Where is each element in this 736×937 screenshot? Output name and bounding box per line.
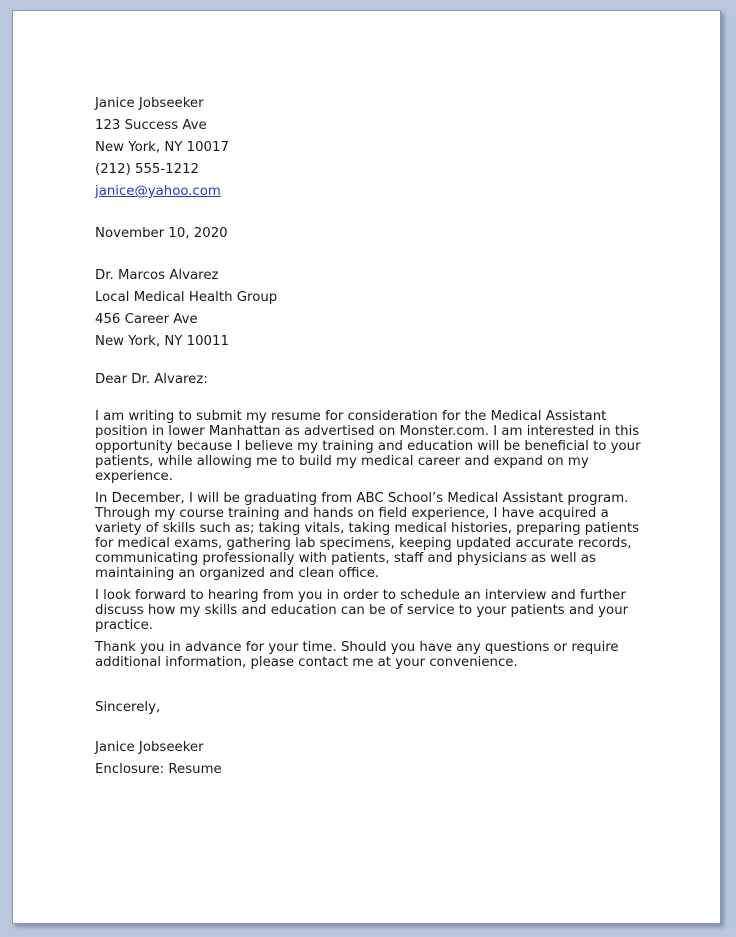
signature-name: Janice Jobseeker	[95, 740, 204, 755]
recipient-city: New York, NY 10011	[95, 334, 229, 349]
sender-phone: (212) 555-1212	[95, 162, 199, 177]
recipient-name: Dr. Marcos Alvarez	[95, 268, 219, 283]
recipient-organization: Local Medical Health Group	[95, 290, 278, 305]
sender-city: New York, NY 10017	[95, 140, 229, 155]
paragraph-intro: I am writing to submit my resume for consideration for the Medical Assistant position in lower Manhattan as advertised on Monster.com. I am interested in this opportunity because I believe my training and education will be beneficial to your patients, while allowing me to build my medical career and expand on my experience.	[95, 409, 641, 484]
letter-body	[95, 93, 655, 781]
paragraph-qualifications: In December, I will be graduating from ABC School’s Medical Assistant program. Through my course training and hands on field experience, I have acquired a variety of skills such as; taking vitals, taking medical histories, preparing patients for medical exams, gathering lab specimens, keeping updated accurate records, communicating professionally with patients, staff and physicians as well as maintaining an organized and clean office.	[95, 491, 640, 581]
sender-email-link[interactable]: janice@yahoo.com	[95, 184, 221, 199]
recipient-block	[95, 265, 655, 353]
closing: Sincerely,	[95, 700, 161, 715]
sender-name: Janice Jobseeker	[95, 96, 204, 111]
sender-street: 123 Success Ave	[95, 118, 207, 133]
letter-paragraphs	[95, 409, 655, 670]
letter-date: November 10, 2020	[95, 226, 228, 241]
sender-email-line	[95, 181, 655, 203]
paragraph-followup: I look forward to hearing from you in order to schedule an interview and further discuss how my skills and education can be of service to your patients and your practice.	[95, 588, 629, 633]
paragraph-thanks: Thank you in advance for your time. Should you have any questions or require additional information, please contact me at your convenience.	[95, 640, 619, 670]
salutation: Dear Dr. Alvarez:	[95, 372, 208, 387]
sender-block	[95, 93, 655, 203]
document-page	[12, 10, 721, 924]
recipient-street: 456 Career Ave	[95, 312, 198, 327]
enclosure-note: Enclosure: Resume	[95, 762, 222, 777]
